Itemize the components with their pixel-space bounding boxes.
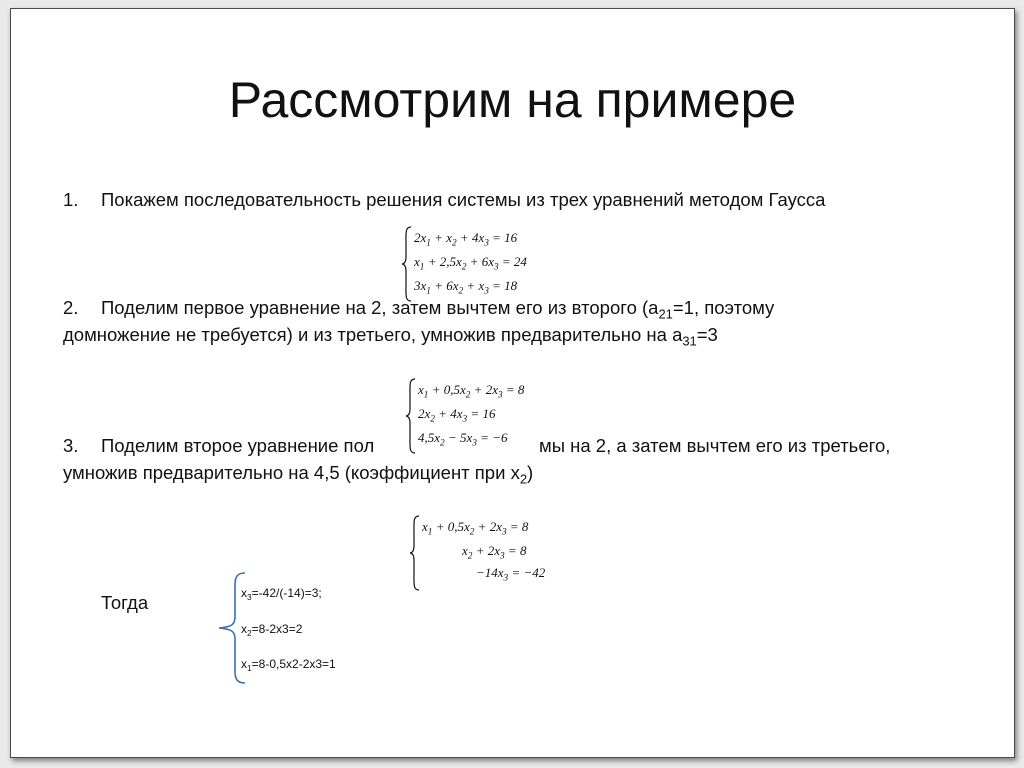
result-x2: $x_2=8-2x3=2$ [241, 622, 303, 638]
step-1-text: Покажем последовательность решения системы из трех уравнений методом Гаусса [101, 189, 826, 210]
brace-icon [409, 514, 421, 592]
system-3-equation-2: $x_2 + 2x_3 = 8$ [462, 543, 527, 562]
step-2-line-2: домножение не требуется) и из третьего, умножив предварительно на $a_{31}=3$ [63, 324, 718, 349]
system-2-equation-3: $4,5x_2 - 5x_3 = -6$ [418, 430, 508, 449]
brace-icon [405, 377, 417, 455]
step-2-line-1: Поделим первое уравнение на 2, затем вычтем его из второго ($a_{21}=1$, поэтому [101, 297, 775, 322]
equation-system-1 [401, 225, 601, 303]
step-1-number: 1. [63, 189, 79, 210]
system-2-equation-2: $2x_2 + 4x_3 = 16$ [418, 406, 496, 425]
step-3-line-1-end: мы на 2, а затем вычтем его из третьего, [539, 435, 891, 456]
slide-title: Рассмотрим на примере [228, 72, 797, 128]
step-3-line-1-start: Поделим второе уравнение пол [101, 435, 375, 456]
system-1-equation-1: $2x_1 + x_2 + 4x_3 = 16$ [414, 230, 518, 249]
step-3-line-2: умножив предварительно на 4,5 (коэффициент при $x_2$) [63, 462, 534, 487]
brace-icon [401, 225, 413, 303]
system-3-equation-3: $-14x_3 = -42$ [476, 565, 546, 584]
slide [10, 8, 1015, 758]
result-x3: $x_3=-42/(-14)=3$; [241, 586, 322, 602]
system-1-equation-2: $x_1 + 2,5x_2 + 6x_3 = 24$ [414, 254, 527, 273]
step-3-number: 3. [63, 435, 79, 456]
system-3-equation-1: $x_1 + 0,5x_2 + 2x_3 = 8$ [422, 519, 529, 538]
system-2-equation-1: $x_1 + 0,5x_2 + 2x_3 = 8$ [418, 382, 525, 401]
equation-system-3 [409, 514, 589, 592]
result-x1: $x_1=8-0,5x2-2x3=1$ [241, 657, 336, 673]
system-1-equation-3: $3x_1 + 6x_2 + x_3 = 18$ [414, 278, 518, 297]
step-2-number: 2. [63, 297, 79, 318]
then-label: Тогда [101, 592, 149, 613]
